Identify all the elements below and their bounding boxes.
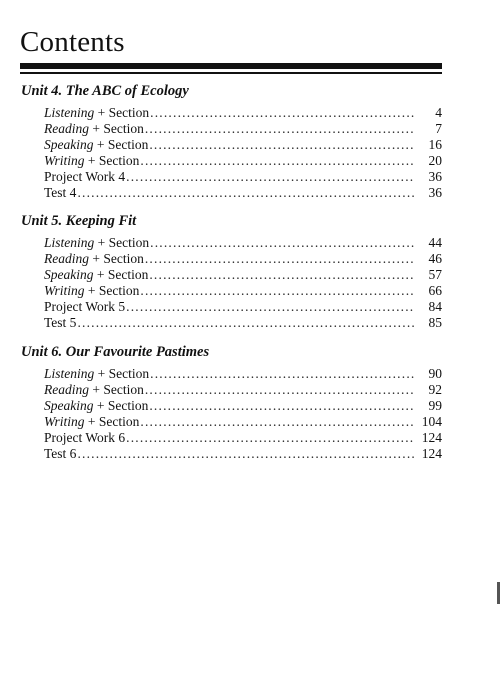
toc-entry-text: Test 5	[44, 315, 77, 330]
toc-entry-text: + Section	[84, 414, 140, 429]
toc-entry[interactable]	[44, 153, 442, 169]
page-number: 36	[428, 169, 442, 184]
dot-leader	[77, 315, 414, 331]
dot-leader	[149, 398, 414, 414]
toc-entry-skill: Reading	[44, 382, 89, 397]
toc-entry-text: + Section	[94, 366, 150, 381]
toc-entry-label	[44, 235, 149, 251]
toc-entry[interactable]	[44, 446, 442, 462]
toc-entry-text: Test 6	[44, 446, 77, 461]
toc-entry[interactable]	[44, 185, 442, 201]
page-number: 16	[428, 137, 442, 152]
toc-entry[interactable]	[44, 137, 442, 153]
toc-entry-label	[44, 430, 125, 446]
dot-leader	[145, 251, 414, 267]
page-number: 20	[428, 153, 442, 168]
page-number: 104	[421, 414, 442, 429]
toc-entry-label	[44, 382, 144, 398]
toc-entry[interactable]	[44, 315, 442, 331]
toc-entry-label	[44, 185, 76, 201]
toc-entry-skill: Listening	[44, 366, 95, 381]
dot-leader	[126, 299, 414, 315]
dot-leader	[126, 169, 414, 185]
title-rule-thin	[20, 72, 442, 74]
dot-leader	[140, 283, 414, 299]
toc-entry-text: + Section	[89, 251, 144, 266]
toc-entry-label	[44, 283, 139, 299]
dot-leader	[149, 137, 414, 153]
toc-entry[interactable]	[44, 283, 442, 299]
toc-entry-skill: Writing	[44, 283, 85, 298]
toc-entry[interactable]	[44, 366, 442, 382]
toc-entry-text: + Section	[93, 137, 149, 152]
toc-entry-label	[44, 105, 149, 121]
page-number: 124	[421, 446, 442, 461]
toc-entry-label	[44, 315, 76, 331]
dot-leader	[145, 382, 414, 398]
toc-entry-label	[44, 137, 148, 153]
dot-leader	[126, 430, 414, 446]
unit-4-heading: Unit 4. The ABC of Ecology	[21, 83, 189, 99]
dot-leader	[77, 185, 414, 201]
page-number: 66	[428, 283, 442, 298]
page-number: 7	[435, 121, 442, 136]
toc-entry[interactable]	[44, 398, 442, 414]
toc-entry-text: Test 4	[44, 185, 77, 200]
toc-entry[interactable]	[44, 382, 442, 398]
page-number: 85	[428, 315, 442, 330]
toc-entry-text: + Section	[89, 382, 144, 397]
toc-entry-text: + Section	[94, 235, 150, 250]
dot-leader	[145, 121, 414, 137]
page-number: 44	[428, 235, 442, 250]
toc-entry-skill: Speaking	[44, 137, 94, 152]
toc-entry[interactable]	[44, 299, 442, 315]
toc-entry-label	[44, 153, 139, 169]
toc-entry-text: + Section	[93, 398, 149, 413]
toc-entry-label	[44, 169, 125, 185]
toc-entry-skill: Speaking	[44, 398, 94, 413]
toc-entry-skill: Listening	[44, 105, 95, 120]
toc-entry[interactable]	[44, 414, 442, 430]
toc-entry-skill: Listening	[44, 235, 95, 250]
toc-entry-label	[44, 251, 144, 267]
dot-leader	[140, 414, 414, 430]
unit-6-heading: Unit 6. Our Favourite Pastimes	[21, 344, 210, 360]
toc-entry-label	[44, 121, 144, 137]
page-number: 90	[428, 366, 442, 381]
page-title: Contents	[20, 26, 125, 58]
toc-entry-text: + Section	[89, 121, 144, 136]
toc-entry-text: + Section	[94, 105, 150, 120]
toc-entry[interactable]	[44, 169, 442, 185]
page-number: 84	[428, 299, 442, 314]
toc-entry-label	[44, 414, 139, 430]
dot-leader	[150, 105, 414, 121]
toc-entry-text: Project Work 6	[44, 430, 126, 445]
page-number: 124	[421, 430, 442, 445]
page-number: 57	[428, 267, 442, 282]
toc-entry-text: Project Work 5	[44, 299, 126, 314]
toc-entry-text: + Section	[84, 283, 140, 298]
toc-entry-skill: Speaking	[44, 267, 94, 282]
page-number: 92	[428, 382, 442, 397]
toc-entry[interactable]	[44, 267, 442, 283]
dot-leader	[150, 235, 414, 251]
toc-entry-label	[44, 446, 76, 462]
toc-entry[interactable]	[44, 251, 442, 267]
toc-entry-text: Project Work 4	[44, 169, 126, 184]
dot-leader	[149, 267, 414, 283]
dot-leader	[150, 366, 414, 382]
toc-entry[interactable]	[44, 235, 442, 251]
toc-entry-skill: Writing	[44, 414, 85, 429]
dot-leader	[77, 446, 414, 462]
page-number: 36	[428, 185, 442, 200]
title-rule-thick	[20, 63, 442, 69]
toc-entry-skill: Reading	[44, 121, 89, 136]
toc-entry-text: + Section	[93, 267, 149, 282]
unit-5-heading: Unit 5. Keeping Fit	[21, 213, 137, 229]
toc-entry-label	[44, 299, 125, 315]
toc-entry[interactable]	[44, 105, 442, 121]
toc-entry-skill: Writing	[44, 153, 85, 168]
toc-entry-label	[44, 366, 149, 382]
toc-entry-text: + Section	[84, 153, 140, 168]
page-number: 99	[428, 398, 442, 413]
toc-entry-skill: Reading	[44, 251, 89, 266]
toc-entry[interactable]	[44, 430, 442, 446]
page-number: 4	[435, 105, 442, 120]
toc-entry[interactable]	[44, 121, 442, 137]
toc-entry-label	[44, 398, 148, 414]
toc-entry-label	[44, 267, 148, 283]
dot-leader	[140, 153, 414, 169]
page-number: 46	[428, 251, 442, 266]
